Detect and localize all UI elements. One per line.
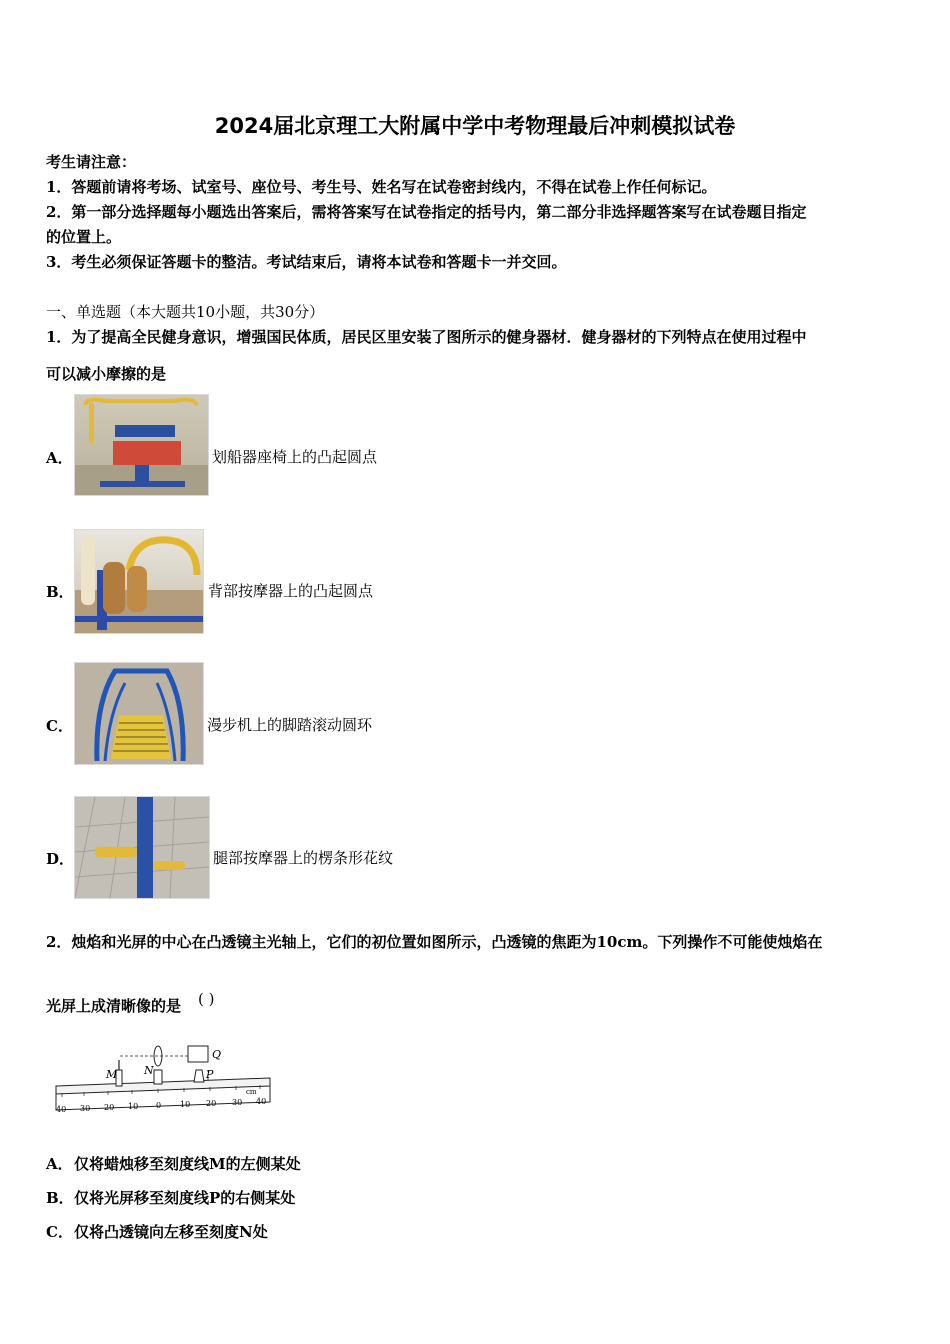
q2-option-a-text: 仅将蜡烛移至刻度线M的左侧某处 [74, 1155, 301, 1173]
notice-item-3: 3．考生必须保证答题卡的整洁。考试结束后，请将本试卷和答题卡一并交回。 [46, 253, 567, 271]
q2-option-a-label: A． [46, 1155, 73, 1173]
tick-label: 0 [156, 1101, 162, 1110]
option-a-label: A． [46, 449, 73, 467]
option-d-text: 腿部按摩器上的楞条形花纹 [213, 849, 394, 867]
q2-option-c-text: 仅将凸透镜向左移至刻度N处 [74, 1223, 268, 1241]
leg-massager-image [74, 796, 210, 899]
tick-label: 30 [232, 1098, 243, 1107]
q2-option-b-label: B． [46, 1189, 74, 1207]
question-2-stem-cont: 光屏上成清晰像的是 [46, 997, 182, 1015]
optical-bench-diagram [50, 1040, 276, 1120]
option-b-label: B． [46, 583, 74, 601]
option-d-label: D． [46, 850, 75, 868]
unit-label: cm [246, 1088, 257, 1096]
q2-option-b-text: 仅将光屏移至刻度线P的右侧某处 [74, 1189, 296, 1207]
question-1-stem-cont: 可以减小摩擦的是 [46, 365, 167, 383]
option-c-label: C． [46, 717, 73, 735]
label-n: N [144, 1064, 154, 1077]
option-c-text: 漫步机上的脚踏滚动圆环 [207, 716, 373, 734]
tick-label: 30 [80, 1104, 91, 1113]
label-p: P [206, 1068, 214, 1081]
section-heading: 一、单选题（本大题共10小题，共30分） [46, 303, 325, 321]
notice-item-2: 2．第一部分选择题每小题选出答案后，需将答案写在试卷指定的括号内，第二部分非选择题答案写在试卷题目指定 [46, 203, 807, 221]
tick-label: 40 [56, 1105, 67, 1114]
question-1-stem: 1．为了提高全民健身意识，增强国民体质，居民区里安装了图所示的健身器材．健身器材的下列特点在使用过程中 [46, 328, 807, 346]
option-a-text: 划船器座椅上的凸起圆点 [212, 448, 378, 466]
label-m: M [106, 1068, 118, 1081]
option-b-text: 背部按摩器上的凸起圆点 [208, 582, 374, 600]
tick-label: 10 [128, 1102, 139, 1111]
answer-bracket: ( ) [198, 990, 215, 1008]
tick-label: 20 [206, 1099, 217, 1108]
tick-label: 40 [256, 1097, 267, 1106]
notice-item-1: 1．答题前请将考场、试室号、座位号、考生号、姓名写在试卷密封线内，不得在试卷上作任何标记。 [46, 178, 717, 196]
notice-heading: 考生请注意： [46, 153, 137, 171]
label-q: Q [212, 1048, 222, 1061]
walking-machine-image [74, 662, 204, 765]
rowing-machine-image [74, 394, 209, 496]
q2-option-c-label: C． [46, 1223, 73, 1241]
tick-label: 10 [180, 1100, 191, 1109]
notice-item-2-cont: 的位置上。 [46, 228, 122, 246]
question-2-stem: 2．烛焰和光屏的中心在凸透镜主光轴上，它们的初位置如图所示，凸透镜的焦距为10cm。下列操作不可能使烛焰在 [46, 933, 823, 951]
back-massager-image [74, 529, 204, 634]
page-title: 2024届北京理工大附属中学中考物理最后冲刺模拟试卷 [214, 114, 736, 138]
tick-label: 20 [104, 1103, 115, 1112]
